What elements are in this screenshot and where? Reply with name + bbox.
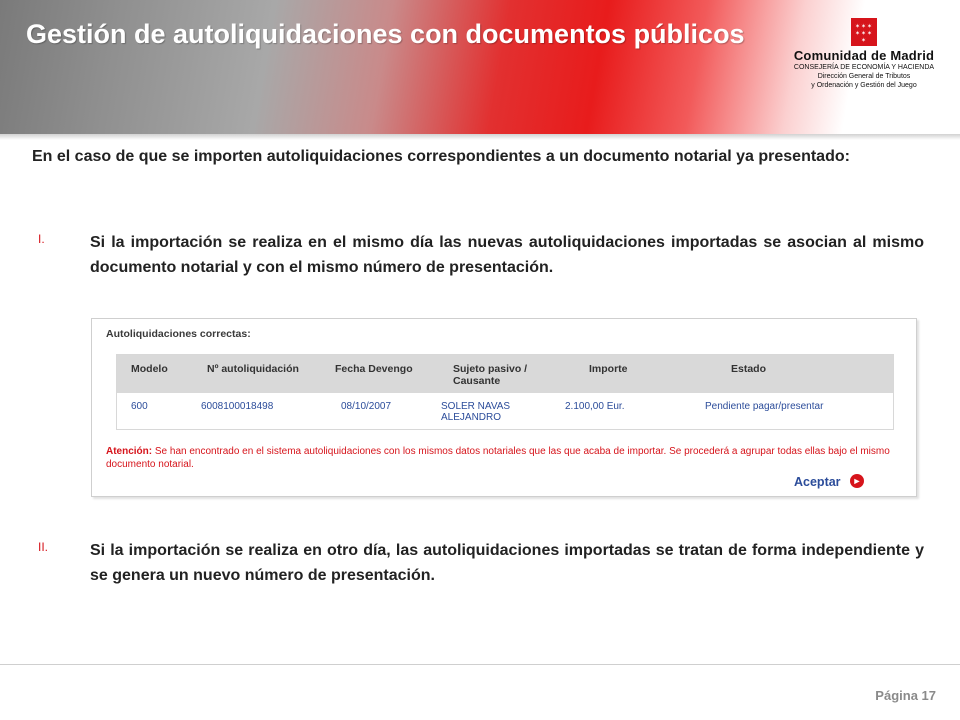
column-header: Sujeto pasivo / Causante (453, 363, 528, 387)
column-header: Importe (589, 363, 628, 375)
list-item-text: Si la importación se realiza en otro día, las autoliquidaciones importadas se tratan de forma independiente y se genera un nuevo número de presentación. (90, 542, 924, 584)
panel-title: Autoliquidaciones correctas: (106, 328, 251, 340)
table-cell-estado: Pendiente pagar/presentar (705, 401, 824, 412)
warning-message (106, 445, 896, 471)
column-header: Nº autoliquidación (207, 363, 299, 375)
accept-button[interactable]: Aceptar (794, 475, 841, 489)
table-cell-sujeto: SOLER NAVAS ALEJANDRO (441, 401, 511, 423)
header-shadow (0, 134, 960, 140)
list-item-text: Si la importación se realiza en el mismo día las nuevas autoliquidaciones importadas se asocian al mismo documento notarial y con el mismo número de presentación. (90, 234, 924, 276)
logo-line-3: y Ordenación y Gestión del Juego (811, 82, 917, 89)
table-cell-modelo: 600 (131, 401, 148, 412)
list-numeral: I. (38, 232, 45, 246)
logo-name: Comunidad de Madrid (793, 48, 935, 63)
warning-text: Se han encontrado en el sistema autoliquidaciones con los mismos datos notariales que las que acaba de importar. Se procederá a agrupar todas ellas bajo el mismo documento notarial. (106, 446, 890, 470)
logo-line-2: Dirección General de Tributos (817, 73, 911, 80)
autoliquidaciones-table (116, 354, 894, 430)
column-header: Fecha Devengo (335, 363, 413, 375)
footer-divider (0, 664, 960, 665)
table-cell-fecha: 08/10/2007 (341, 401, 392, 412)
slide-title: Gestión de autoliquidaciones con documentos públicos (26, 19, 745, 49)
logo-line-1: CONSEJERÍA DE ECONOMÍA Y HACIENDA (793, 64, 935, 71)
arrow-right-circle-icon[interactable]: ► (850, 474, 864, 488)
column-header: Estado (731, 363, 767, 375)
page-number: Página 17 (875, 688, 936, 703)
comunidad-madrid-logo (774, 18, 954, 90)
warning-label: Atención: (106, 446, 153, 457)
list-numeral: II. (38, 540, 49, 554)
column-header: Modelo (131, 363, 168, 375)
table-cell-importe: 2.100,00 Eur. (565, 401, 625, 412)
madrid-flag-icon: ✶✶✶ ✶✶✶ ✶ (851, 18, 877, 46)
table-header (117, 355, 893, 393)
intro-paragraph: En el caso de que se importen autoliquidaciones correspondientes a un documento notarial ya presentado: (32, 148, 850, 165)
table-cell-autoliquidacion: 6008100018498 (201, 401, 274, 412)
import-result-panel (91, 318, 917, 497)
